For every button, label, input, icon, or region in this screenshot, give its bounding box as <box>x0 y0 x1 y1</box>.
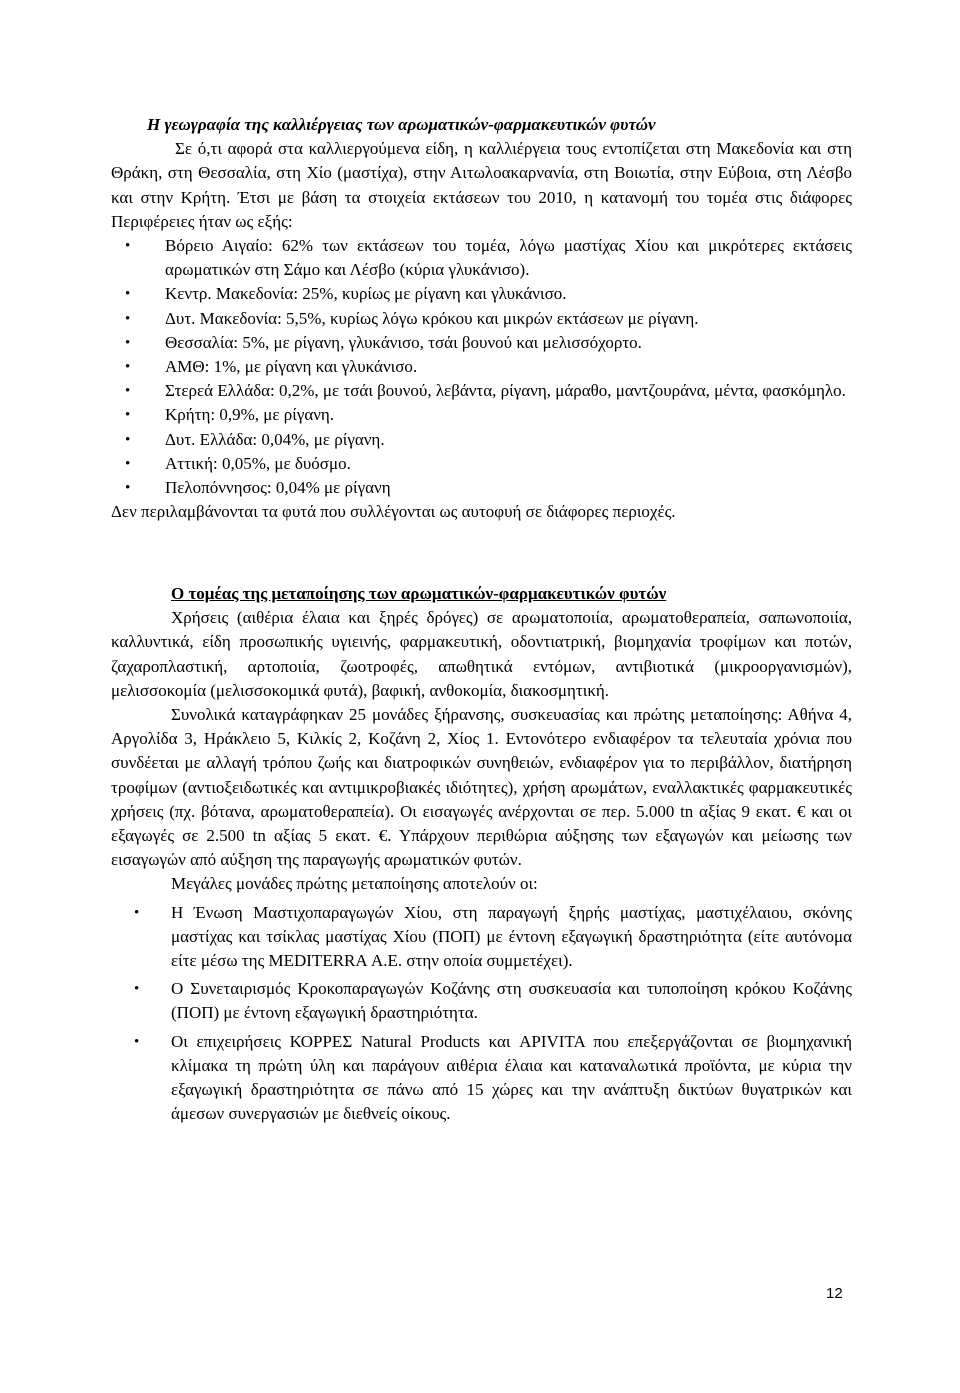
bullet-icon: • <box>125 383 131 400</box>
large-units-intro: Μεγάλες μονάδες πρώτης μεταποίησης αποτελούν οι: <box>171 874 538 894</box>
bullet-icon: • <box>125 286 131 303</box>
list-item: • Βόρειο Αιγαίο: 62% των εκτάσεων του τομέα, λόγω μαστίχας Χίου και μικρότερες εκτάσεις αρωματικών στη Σάμο και Λέσβο (κύρια γλυκάνισο). <box>125 236 852 280</box>
bullet-icon: • <box>125 455 131 472</box>
units-paragraph: Συνολικά καταγράφηκαν 25 μονάδες ξήρανσης, συσκευασίας και πρώτης μεταποίησης: Αθήνα 4, Αργολίδα 3, Ηράκλειο 5, Κιλκίς 2, Κοζάνη 2, Χίος 1. Εντονότερο ενδιαφέρον τα τελευταία χρόνια που συνδέεται με αλλαγή τρόπου ζωής και διατροφικών συνηθειών, ενδιαφέρον για το περιβάλλον, διατήρηση τροφίμων (αντιοξειδωτικές και αντιμικροβιακές ιδιότητες), χρήση αρωμάτων, εναλλακτικές φαρμακευτικές χρήσεις (πχ. βότανα, αρωματοθεραπεία). Οι εισαγωγές ανέρχονται σε περ. 5.000 tn αξίας 9 εκατ. € και οι εξαγωγές σε 2.500 tn αξίας 5 εκατ. €. Υπάρχουν περιθώρια αύξησης των εξαγωγών και μείωσης των εισαγωγών από αύξηση της παραγωγής αρωματικών φυτών. <box>111 705 852 870</box>
list-item: • Ο Συνεταιρισμός Κροκοπαραγωγών Κοζάνης στη συσκευασία και τυποποίηση κρόκου Κοζάνης (ΠΟΠ) με έντονη εξαγωγική δραστηριότητα. <box>134 979 852 1023</box>
bullet-icon: • <box>134 904 140 921</box>
list-item: • Αττική: 0,05%, με δυόσμο. <box>165 452 852 476</box>
list-item: • Οι επιχειρήσεις ΚΟΡΡΕΣ Natural Products και APIVITA που επεξεργάζονται σε βιομηχανική κλίμακα τη πρώτη ύλη και παράγουν αιθέρια έλαια και καταναλωτικά προϊόντα, με κύρια την εξαγωγική δραστηριότητα σε πάνω από 15 χώρες και την ανάπτυξη δικτύων θυγατρικών και άμεσων συνεργασιών με διεθνείς οίκους. <box>134 1031 852 1124</box>
section-title-geography: Η γεωγραφία της καλλιέργειας των αρωματικών-φαρμακευτικών φυτών <box>147 115 656 134</box>
bullet-icon: • <box>125 407 131 424</box>
list-item: • Κρήτη: 0,9%, με ρίγανη. <box>165 403 852 427</box>
uses-paragraph: Χρήσεις (αιθέρια έλαια και ξηρές δρόγες) σε αρωματοποιία, αρωματοθεραπεία, σαπωνοποιία, καλλυντικά, είδη προσωπικής υγιεινής, φαρμακευτική, οδοντιατρική, βιομηχανία τροφίμων και ποτών, ζαχαροπλαστική, αρτοποιία, ζωοτροφές, απωθητικά εντόμων, αντιβιοτικά (μικροοργανισμών), μελισσοκομία (μελισσοκομικά φυτά), βαφική, ανθοκομία, διακοσμητική. <box>111 608 852 700</box>
list-item: • Πελοπόννησος: 0,04% με ρίγανη <box>165 476 852 500</box>
list-item: • ΑΜΘ: 1%, με ρίγανη και γλυκάνισο. <box>165 355 852 379</box>
bullet-icon: • <box>125 359 131 376</box>
section-processing <box>111 582 852 1126</box>
bullet-icon: • <box>134 981 140 998</box>
company-list <box>111 901 852 1127</box>
exclusion-note: Δεν περιλαμβάνονται τα φυτά που συλλέγονται ως αυτοφυή σε διάφορες περιοχές. <box>111 502 676 522</box>
page-number: 12 <box>826 1285 843 1302</box>
section-geography <box>111 113 852 524</box>
section-title-processing: Ο τομέας της μεταποίησης των αρωματικών-φαρμακευτικών φυτών <box>171 584 667 603</box>
list-item: • Δυτ. Ελλάδα: 0,04%, με ρίγανη. <box>165 428 852 452</box>
region-list <box>111 234 852 500</box>
bullet-icon: • <box>125 334 131 351</box>
bullet-icon: • <box>125 431 131 448</box>
bullet-icon: • <box>125 310 131 327</box>
list-item: • Κεντρ. Μακεδονία: 25%, κυρίως με ρίγανη και γλυκάνισο. <box>165 282 852 306</box>
bullet-icon: • <box>134 1033 140 1050</box>
list-item: • Δυτ. Μακεδονία: 5,5%, κυρίως λόγω κρόκου και μικρών εκτάσεων με ρίγανη. <box>165 307 852 331</box>
intro-paragraph: Σε ό,τι αφορά στα καλλιεργούμενα είδη, η καλλιέργεια τους εντοπίζεται στη Μακεδονία και στη Θράκη, στη Θεσσαλία, στη Χίο (μαστίχα), στην Αιτωλοακαρνανία, στη Βοιωτία, στην Εύβοια, στη Λέσβο και στην Κρήτη. Έτσι με βάση τα στοιχεία εκτάσεων του 2010, η κατανομή του τομέα στις διάφορες Περιφέρειες ήταν ως εξής: <box>111 139 852 231</box>
list-item: • Η Ένωση Μαστιχοπαραγωγών Χίου, στη παραγωγή ξηρής μαστίχας, μαστιχέλαιου, σκόνης μαστίχας και τσίκλας μαστίχας Χίου (ΠΟΠ) με έντονη εξαγωγική δραστηριότητα (είτε αυτόνομα είτε μέσω της MEDITERRA Α.Ε. στην οποία συμμετέχει). <box>134 902 852 971</box>
list-item: • Στερεά Ελλάδα: 0,2%, με τσάι βουνού, λεβάντα, ρίγανη, μάραθο, μαντζουράνα, μέντα, φασκόμηλο. <box>165 379 852 403</box>
bullet-icon: • <box>125 480 131 497</box>
bullet-icon: • <box>125 238 131 255</box>
list-item: • Θεσσαλία: 5%, με ρίγανη, γλυκάνισο, τσάι βουνού και μελισσόχορτο. <box>165 331 852 355</box>
